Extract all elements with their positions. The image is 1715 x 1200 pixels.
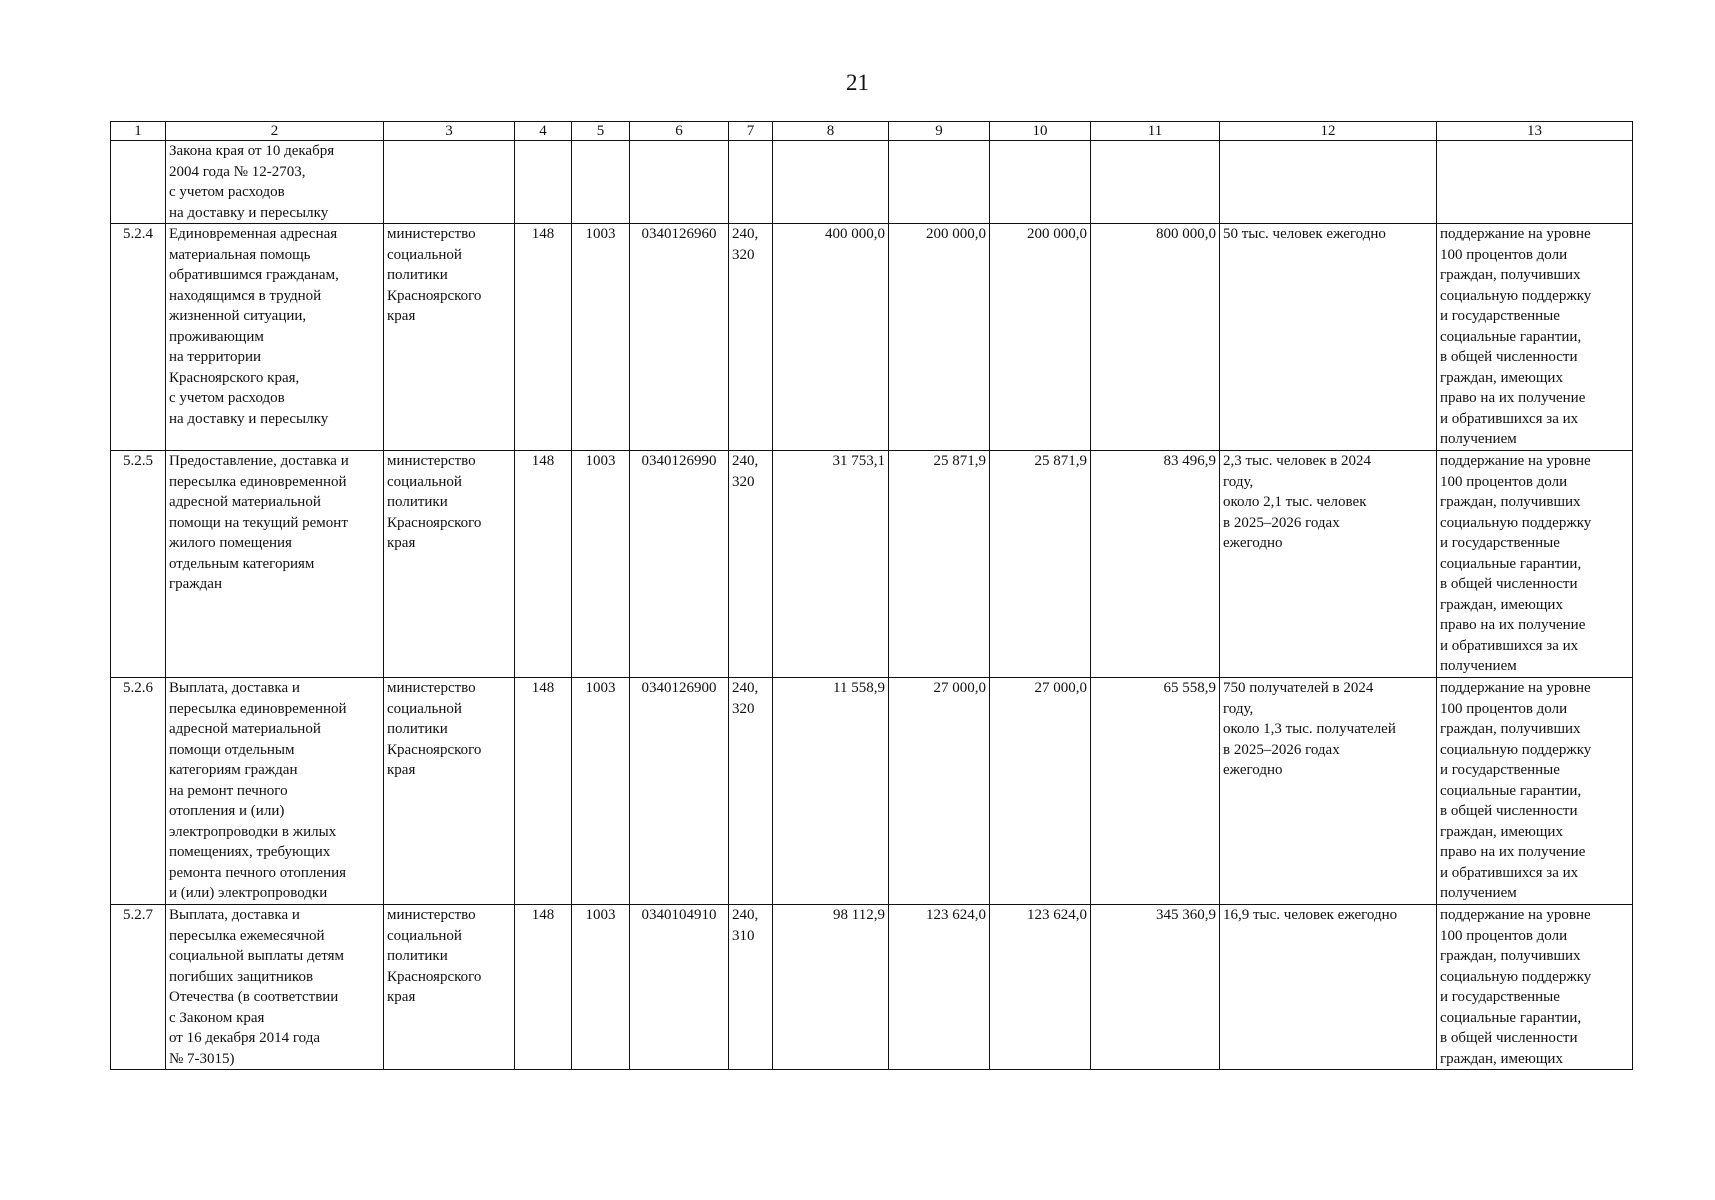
responsible-ministry: министерство социальной политики Красноярского края: [384, 678, 515, 905]
target-indicator: поддержание на уровне 100 процентов доли граждан, получивших социальную поддержку и государственные социальные гарантии, в общей численности граждан, имеющих: [1437, 905, 1633, 1070]
column-number: 5: [572, 122, 630, 141]
item-number: 5.2.5: [111, 451, 166, 678]
csr-code: 0340104910: [630, 905, 729, 1070]
amount-2026: 27 000,0: [990, 678, 1091, 905]
activity-name: Предоставление, доставка и пересылка единовременной адресной материальной помощи на текущий ремонт жилого помещения отдельным категориям граждан: [166, 451, 384, 678]
expected-result: 2,3 тыс. человек в 2024 году, около 2,1 тыс. человек в 2025–2026 годах ежегодно: [1220, 451, 1437, 678]
amount-total: 65 558,9: [1091, 678, 1220, 905]
vr-code: 240, 320: [729, 224, 773, 451]
amount-2025: [889, 141, 990, 224]
amount-2024: 11 558,9: [773, 678, 889, 905]
rzpr-code: 1003: [572, 224, 630, 451]
amount-2025: 27 000,0: [889, 678, 990, 905]
expected-result: 50 тыс. человек ежегодно: [1220, 224, 1437, 451]
amount-2024: 31 753,1: [773, 451, 889, 678]
column-number: 13: [1437, 122, 1633, 141]
activity-name: Выплата, доставка и пересылка единовременной адресной материальной помощи отдельным категориям граждан на ремонт печного отопления и (или) электропроводки в жилых помещениях, требующих ремонта печного отопления и (или) электропроводки: [166, 678, 384, 905]
column-number: 11: [1091, 122, 1220, 141]
amount-total: 800 000,0: [1091, 224, 1220, 451]
amount-2025: 25 871,9: [889, 451, 990, 678]
table-row: [111, 905, 1633, 1070]
responsible-ministry: министерство социальной политики Красноярского края: [384, 224, 515, 451]
amount-2026: 25 871,9: [990, 451, 1091, 678]
amount-2026: 200 000,0: [990, 224, 1091, 451]
amount-2026: [990, 141, 1091, 224]
amount-total: 345 360,9: [1091, 905, 1220, 1070]
column-number-row: [111, 122, 1633, 141]
column-number: 3: [384, 122, 515, 141]
rzpr-code: 1003: [572, 905, 630, 1070]
column-number: 1: [111, 122, 166, 141]
expected-result: 750 получателей в 2024 году, около 1,3 тыс. получателей в 2025–2026 годах ежегодно: [1220, 678, 1437, 905]
column-number: 7: [729, 122, 773, 141]
target-indicator: поддержание на уровне 100 процентов доли граждан, получивших социальную поддержку и государственные социальные гарантии, в общей численности граждан, имеющих право на их получение и обратившихся за их получением: [1437, 224, 1633, 451]
column-number: 12: [1220, 122, 1437, 141]
expected-result: [1220, 141, 1437, 224]
program-activities-table: [110, 121, 1633, 1070]
vr-code: 240, 320: [729, 678, 773, 905]
csr-code: [630, 141, 729, 224]
grbs-code: [515, 141, 572, 224]
vr-code: [729, 141, 773, 224]
page-number: 21: [846, 70, 869, 95]
amount-2025: 200 000,0: [889, 224, 990, 451]
responsible-ministry: министерство социальной политики Красноярского края: [384, 905, 515, 1070]
amount-total: [1091, 141, 1220, 224]
responsible-ministry: министерство социальной политики Красноярского края: [384, 451, 515, 678]
column-number: 10: [990, 122, 1091, 141]
table-row: [111, 224, 1633, 451]
expected-result: 16,9 тыс. человек ежегодно: [1220, 905, 1437, 1070]
table-row: [111, 678, 1633, 905]
amount-2024: 400 000,0: [773, 224, 889, 451]
item-number: [111, 141, 166, 224]
activity-name: Выплата, доставка и пересылка ежемесячной социальной выплаты детям погибших защитников Отечества (в соответствии с Законом края от 16 декабря 2014 года № 7-3015): [166, 905, 384, 1070]
column-number: 2: [166, 122, 384, 141]
item-number: 5.2.6: [111, 678, 166, 905]
target-indicator: поддержание на уровне 100 процентов доли граждан, получивших социальную поддержку и государственные социальные гарантии, в общей численности граждан, имеющих право на их получение и обратившихся за их получением: [1437, 678, 1633, 905]
amount-2024: 98 112,9: [773, 905, 889, 1070]
amount-2026: 123 624,0: [990, 905, 1091, 1070]
table-row: [111, 141, 1633, 224]
rzpr-code: [572, 141, 630, 224]
item-number: 5.2.7: [111, 905, 166, 1070]
item-number: 5.2.4: [111, 224, 166, 451]
column-number: 6: [630, 122, 729, 141]
grbs-code: 148: [515, 451, 572, 678]
column-number: 9: [889, 122, 990, 141]
csr-code: 0340126900: [630, 678, 729, 905]
grbs-code: 148: [515, 224, 572, 451]
amount-2025: 123 624,0: [889, 905, 990, 1070]
csr-code: 0340126990: [630, 451, 729, 678]
target-indicator: поддержание на уровне 100 процентов доли граждан, получивших социальную поддержку и государственные социальные гарантии, в общей численности граждан, имеющих право на их получение и обратившихся за их получением: [1437, 451, 1633, 678]
vr-code: 240, 320: [729, 451, 773, 678]
grbs-code: 148: [515, 905, 572, 1070]
target-indicator: [1437, 141, 1633, 224]
column-number: 8: [773, 122, 889, 141]
amount-total: 83 496,9: [1091, 451, 1220, 678]
activity-name: Закона края от 10 декабря 2004 года № 12-2703, с учетом расходов на доставку и пересылку: [166, 141, 384, 224]
responsible-ministry: [384, 141, 515, 224]
vr-code: 240, 310: [729, 905, 773, 1070]
activity-name: Единовременная адресная материальная помощь обратившимся гражданам, находящимся в трудной жизненной ситуации, проживающим на территории Красноярского края, с учетом расходов на доставку и пересылку: [166, 224, 384, 451]
grbs-code: 148: [515, 678, 572, 905]
table-row: [111, 451, 1633, 678]
rzpr-code: 1003: [572, 678, 630, 905]
amount-2024: [773, 141, 889, 224]
rzpr-code: 1003: [572, 451, 630, 678]
csr-code: 0340126960: [630, 224, 729, 451]
column-number: 4: [515, 122, 572, 141]
